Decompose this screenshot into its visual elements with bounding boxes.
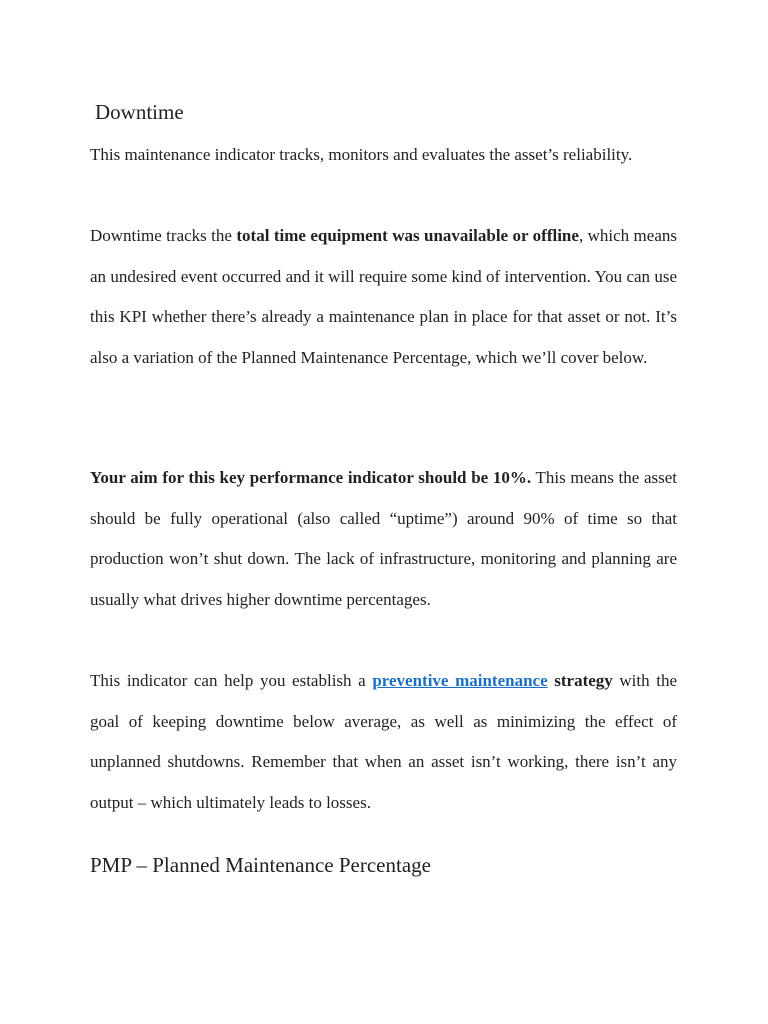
kpi-aim-paragraph: [90, 458, 677, 620]
bold-phrase: Your aim for this key performance indicator should be 10%.: [90, 468, 532, 487]
intro-paragraph: This maintenance indicator tracks, monitors and evaluates the asset’s reliability.: [90, 145, 633, 164]
heading-pmp: PMP – Planned Maintenance Percentage: [90, 853, 431, 877]
bold-phrase: total time equipment was unavailable or offline: [236, 226, 579, 245]
heading-downtime: Downtime: [95, 100, 184, 124]
text-run: , which means an undesired event occurred and it will require some kind of intervention. You can use this KPI whether there’s already a maintenance plan in place for that asset or not. It’s also a variation of the Planned Maintenance Percentage, which we’ll cover below.: [90, 226, 677, 367]
bold-phrase: strategy: [554, 671, 613, 690]
text-run: This indicator can help you establish a: [90, 671, 373, 690]
text-run: This means the asset should be fully operational (also called “uptime”) around 90% of time so that production won’t shut down. The lack of infrastructure, monitoring and planning are usually what drives higher downtime percentages.: [90, 468, 677, 609]
strategy-paragraph: [90, 661, 677, 823]
preventive-maintenance-link[interactable]: preventive maintenance: [372, 671, 548, 690]
text-run: with the goal of keeping downtime below average, as well as minimizing the effect of unplanned shutdowns. Remember that when an asset isn’t working, there isn’t any output – which ultimately leads to losses.: [90, 671, 677, 812]
downtime-definition-paragraph: [90, 216, 677, 378]
text-run: Downtime tracks the: [90, 226, 237, 245]
